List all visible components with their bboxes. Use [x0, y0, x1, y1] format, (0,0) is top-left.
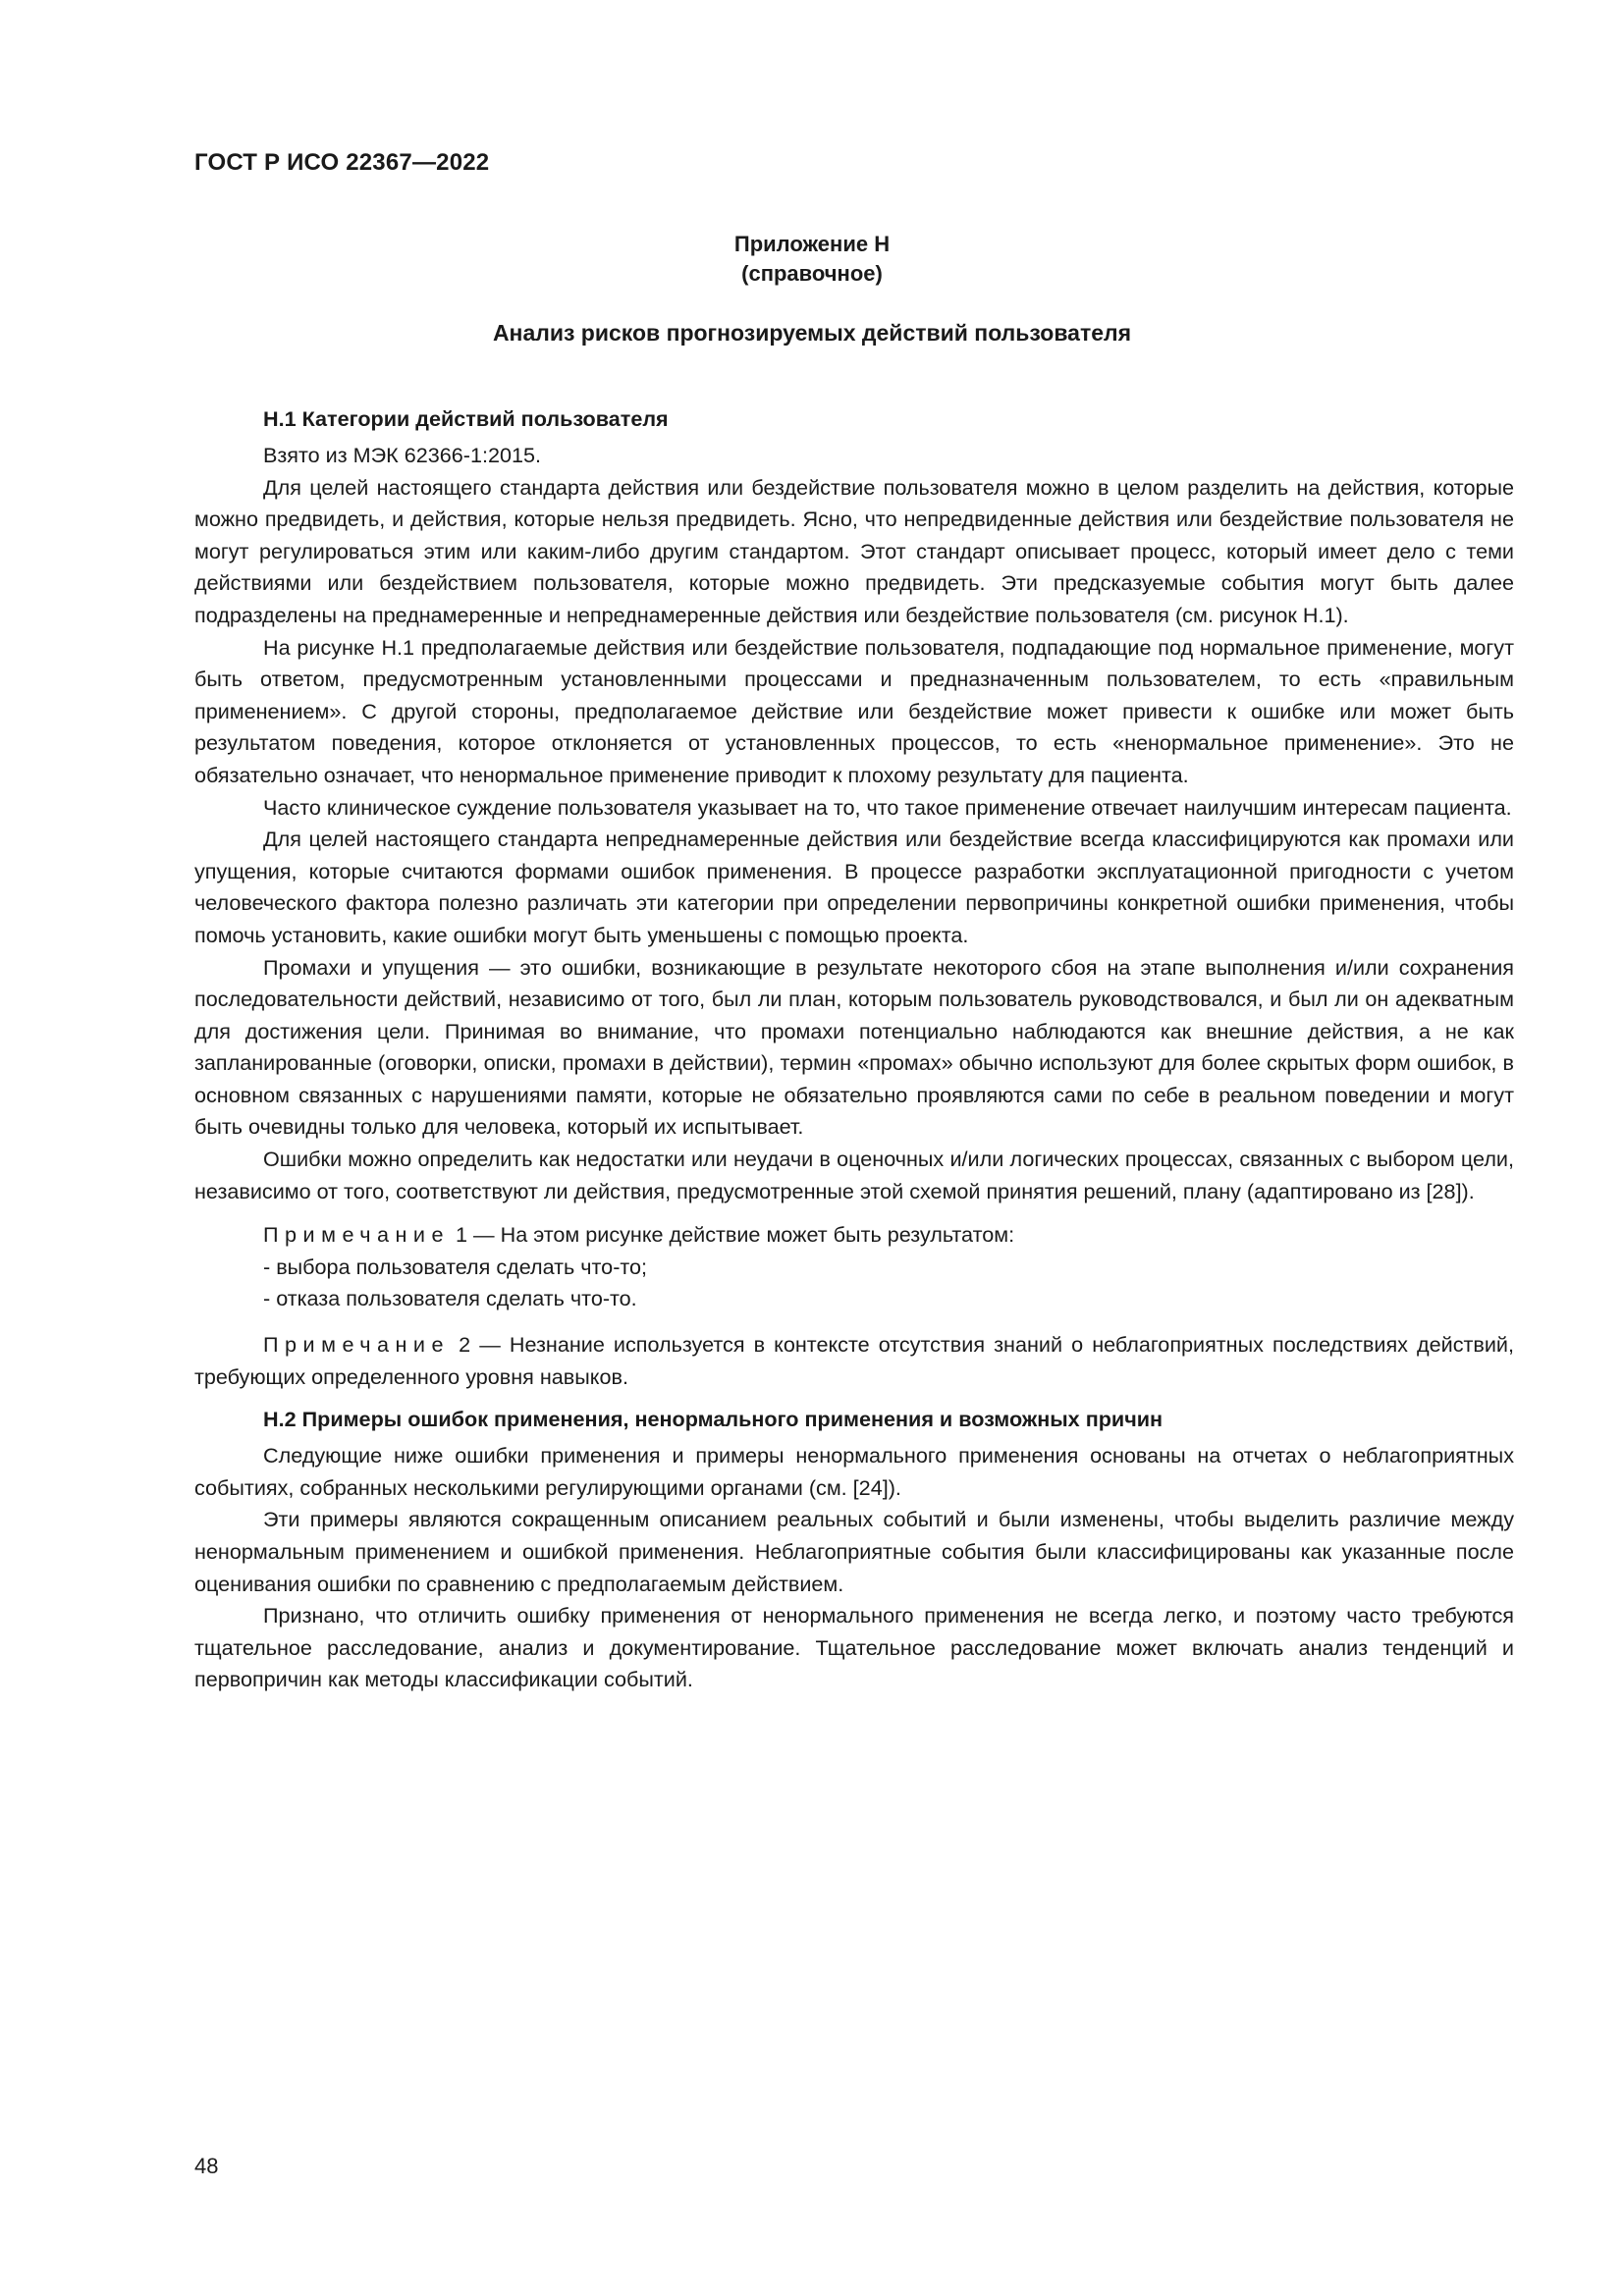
section-heading-h1: Н.1 Категории действий пользователя [263, 406, 669, 431]
annex-title: Анализ рисков прогнозируемых действий пользователя [492, 320, 1132, 346]
note-2-text [194, 1329, 1514, 1393]
annex-label: Приложение Н [733, 232, 891, 256]
list-item: - выбора пользователя сделать что-то; [263, 1254, 648, 1279]
note-2 [194, 1329, 1514, 1393]
paragraph: На рисунке Н.1 предполагаемые действия или бездействие пользователя, подпадающие под нормальное применение, могут быть ответом, предусмотренным установленными процессами и предназначенным пользователем, то есть «правильным применением». С другой стороны, предполагаемое действие или бездействие может привести к ошибке или может быть результатом поведения, которое отклоняется от установленных процессов, то есть «ненормальное применение». Это не обязательно означает, что ненормальное применение приводит к плохому результату для пациента. [194, 634, 1514, 787]
note-1-list [194, 1252, 1514, 1315]
paragraph: Для целей настоящего стандарта непреднамеренные действия или бездействие всегда классифицируются как промахи или упущения, которые считаются формами ошибок применения. В процессе разработки эксплуатационной пригодности с учетом человеческого фактора полезно различать эти категории при определении первопричины конкретной ошибки применения, чтобы помочь установить, какие ошибки могут быть уменьшены с помощью проекта. [194, 827, 1514, 947]
note-label: Примечание [263, 1222, 450, 1248]
note-label: Примечание [263, 1332, 450, 1358]
paragraph: Для целей настоящего стандарта действия или бездействие пользователя можно в целом разделить на действия, которые можно предвидеть, и действия, которые нельзя предвидеть. Ясно, что непредвиденные действия или бездействие пользователя не могут регулироваться этим или каким-либо другим стандартом. Этот стандарт описывает процесс, который имеет дело с теми действиями или бездействием пользователя, которые можно предвидеть. Эти предсказуемые события могут быть далее подразделены на преднамеренные и непреднамеренные действия или бездействие пользователя (см. рисунок Н.1). [194, 474, 1514, 627]
annex-heading [0, 230, 1624, 289]
paragraph: Промахи и упущения — это ошибки, возникающие в результате некоторого сбоя на этапе выполнения и/или сохранения последовательности действий, независимо от того, был ли план, которым пользователь руководствовался, и был ли он адекватным для достижения цели. Принимая во внимание, что промахи потенциально наблюдаются как внешние действия, а не как запланированные (оговорки, описки, промахи в действии), термин «промах» обычно используют для более скрытых форм ошибок, в основном связанных с нарушениями памяти, которые не обязательно проявляются сами по себе в реальном поведении и могут быть очевидны только для человека, который их испытывает. [194, 954, 1514, 1140]
section-heading-h2: Н.2 Примеры ошибок применения, ненормального применения и возможных причин [263, 1407, 1164, 1432]
paragraph: Эти примеры являются сокращенным описанием реальных событий и были изменены, чтобы выделить различие между ненормальным применением и ошибкой применения. Неблагоприятные события были классифицированы как указанные после оценивания ошибки по сравнению с предполагаемым действием. [194, 1507, 1514, 1596]
note-2-body: 2 — Незнание используется в контексте отсутствия знаний о неблагоприятных последствиях действий, требующих определенного уровня навыков. [194, 1332, 1514, 1389]
paragraph: Ошибки можно определить как недостатки или неудачи в оценочных и/или логических процессах, связанных с выбором цели, независимо от того, соответствуют ли действия, предусмотренные этой схемой принятия решений, плану (адаптировано из [28]). [194, 1147, 1514, 1203]
paragraph: Признано, что отличить ошибку применения от ненормального применения не всегда легко, и поэтому часто требуются тщательное расследование, анализ и документирование. Тщательное расследование может включать анализ тенденций и первопричин как методы классификации событий. [194, 1603, 1514, 1692]
list-item: - отказа пользователя сделать что-то. [263, 1286, 637, 1311]
document-body [194, 402, 1514, 1696]
page-number: 48 [194, 2154, 219, 2178]
note-1-body: 1 — На этом рисунке действие может быть результатом: [450, 1222, 1015, 1248]
note-1 [194, 1219, 1514, 1315]
paragraph: Следующие ниже ошибки применения и примеры ненормального применения основаны на отчетах о неблагоприятных событиях, собранных несколькими регулирующими органами (см. [24]). [194, 1443, 1514, 1500]
standard-header: ГОСТ Р ИСО 22367—2022 [194, 149, 490, 176]
annex-type: (справочное) [741, 261, 883, 286]
paragraph: Часто клиническое суждение пользователя указывает на то, что такое применение отвечает наилучшим интересам пациента. [263, 794, 1512, 820]
note-1-text [194, 1219, 1514, 1252]
paragraph: Взято из МЭК 62366-1:2015. [263, 443, 541, 467]
